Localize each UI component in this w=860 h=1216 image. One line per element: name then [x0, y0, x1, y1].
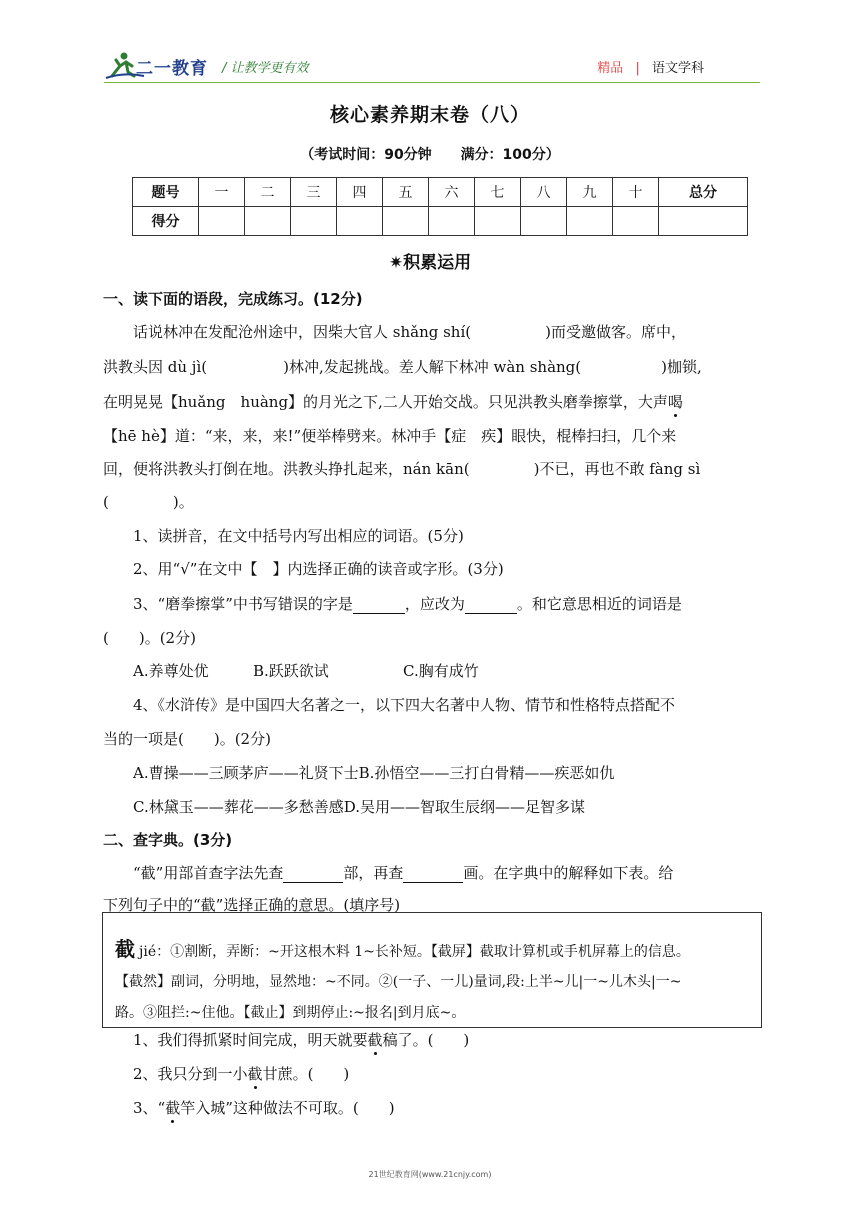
options-row: [133, 763, 793, 783]
page-header: [104, 50, 764, 82]
text: )林冲,发起挑战。差人解下林冲 wàn shàng(: [283, 358, 582, 376]
exam-time: （考试时间：90分钟: [300, 147, 432, 163]
logo-text: 二一教育: [136, 59, 208, 79]
passage-line: [103, 459, 763, 479]
question-1-heading: 一、读下面的语段，完成练习。(12分): [103, 290, 363, 308]
text: 画。在字典中的解释如下表。给: [463, 864, 674, 882]
option[interactable]: B.孙悟空——三打白骨精——疾恶如仇: [358, 764, 615, 782]
table-cell: 七: [475, 178, 521, 207]
dict-item: [133, 1064, 793, 1084]
text: )枷锁,: [661, 358, 702, 376]
option[interactable]: D.吴用——智取生辰纲——足智多谋: [343, 798, 585, 816]
score-input-cell[interactable]: [291, 207, 337, 236]
text: (: [103, 493, 109, 511]
text: ，应改为: [404, 595, 465, 613]
option[interactable]: A.养尊处优: [133, 662, 209, 680]
answer-blank[interactable]: [353, 598, 405, 614]
text: 。和它意思相近的词语是: [516, 595, 682, 613]
option[interactable]: A.曹操——三顾茅庐——礼贤下士: [133, 764, 359, 782]
text: 话说林冲在发配沧州途中，因柴大官人 shǎng shí(: [133, 323, 472, 341]
text: 1、我们得抓紧时间完成，明天就要: [133, 1031, 368, 1049]
passage-line: [103, 357, 763, 377]
answer-blank[interactable]: [283, 867, 343, 883]
table-cell: 二: [245, 178, 291, 207]
text: 稿了。( ): [382, 1031, 470, 1049]
passage-line: 下列句子中的“截”选择正确的意思。(填序号): [103, 896, 401, 914]
subject-label: 语文学科: [651, 61, 704, 76]
answer-blank[interactable]: [403, 867, 463, 883]
quality-tag: 精品: [597, 61, 624, 76]
score-input-cell[interactable]: [199, 207, 245, 236]
text: 回，便将洪教头打倒在地。洪教头挣扎起来，nán kān(: [103, 460, 470, 478]
dict-line: 路。③阻拦:~住他。【截止】到期停止:~报名|到月底~。: [115, 1005, 466, 1021]
table-cell: 六: [429, 178, 475, 207]
text: 3、“: [133, 1099, 166, 1117]
sub-question: 4、《水浒传》是中国四大名著之一，以下四大名著中人物、情节和性格特点搭配不: [133, 696, 676, 714]
sub-question: [133, 594, 793, 614]
dotted-char: 截: [247, 1065, 263, 1083]
option[interactable]: C.林黛玉——葬花——多愁善感: [133, 798, 344, 816]
table-cell: 四: [337, 178, 383, 207]
options-row: [133, 661, 793, 681]
option[interactable]: C.胸有成竹: [403, 662, 479, 680]
score-input-cell[interactable]: [567, 207, 613, 236]
page-title: 核心素养期末卷（八）: [329, 104, 530, 126]
dotted-char: 喝: [667, 393, 683, 411]
text: )。: [172, 493, 194, 511]
sub-question: 当的一项是( )。(2分): [103, 730, 271, 748]
passage-line: [133, 322, 793, 342]
score-input-cell[interactable]: [521, 207, 567, 236]
table-cell: 题号: [133, 178, 199, 207]
text: 【hē hè】道：“来，来，来!”便举棒劈来。林冲手【症 疾】眼快，棍棒扫扫，几个来: [103, 427, 677, 445]
passage-line: [103, 492, 763, 512]
text: “截”用部首查字法先查: [133, 864, 284, 882]
answer-blank[interactable]: [465, 598, 517, 614]
table-row: [133, 178, 748, 207]
sub-question: 1、读拼音，在文中括号内写出相应的词语。(5分): [133, 527, 464, 545]
table-cell: 十: [613, 178, 659, 207]
table-row: [133, 207, 748, 236]
table-cell: 五: [383, 178, 429, 207]
header-right: [597, 57, 704, 76]
score-input-cell[interactable]: [429, 207, 475, 236]
dotted-char: 截: [367, 1031, 383, 1049]
table-cell: 总分: [659, 178, 748, 207]
score-input-cell[interactable]: [245, 207, 291, 236]
exam-info: [0, 144, 860, 164]
text: 2、我只分到一小: [133, 1065, 248, 1083]
text: 3、“磨拳擦掌”中书写错误的字是: [133, 595, 353, 613]
text: jié：①割断，弄断：~开这根木料 1~长补短。【截屏】截取计算机或手机屏幕上的信息。: [139, 944, 690, 960]
dict-line: 【截然】副词，分明地，显然地：~不同。②(一子、一儿)量词,段:上半~儿|一~儿木头|一~: [115, 974, 682, 990]
text: 竿入城”这种做法不可取。( ): [180, 1099, 395, 1117]
passage-line: [133, 863, 793, 883]
score-input-cell[interactable]: [383, 207, 429, 236]
text: 在明晃晃【huǎng huàng】的月光之下,二人开始交战。只见洪教头磨拳擦掌，大声: [103, 393, 668, 411]
score-input-cell[interactable]: [475, 207, 521, 236]
score-input-cell[interactable]: [613, 207, 659, 236]
page-footer: 21世纪教育网(www.21cnjy.com): [368, 1170, 492, 1179]
text: 洪教头因 dù jì(: [103, 358, 208, 376]
option[interactable]: B.跃跃欲试: [253, 662, 329, 680]
dict-item: [133, 1098, 793, 1118]
text: )不已，再也不敢 fàng sì: [533, 460, 701, 478]
text: )而受邀做客。席中，: [545, 323, 686, 341]
score-table: [132, 177, 748, 236]
passage-line: [103, 426, 763, 446]
sub-question: ( )。(2分): [103, 629, 196, 647]
score-input-cell[interactable]: [337, 207, 383, 236]
dotted-char: 截: [165, 1099, 181, 1117]
section-title: ✷积累运用: [388, 253, 472, 273]
dict-line: [115, 933, 690, 962]
table-cell: 九: [567, 178, 613, 207]
header-divider: [104, 82, 760, 83]
text: 甘蔗。( ): [262, 1065, 350, 1083]
table-cell: 三: [291, 178, 337, 207]
dictionary-entry-box: [102, 912, 762, 1028]
passage-line: [103, 392, 763, 412]
slogan: / 让教学更有效: [222, 61, 309, 76]
score-input-cell[interactable]: [659, 207, 748, 236]
exam-full-score: 满分：100分）: [460, 147, 560, 163]
question-2-heading: 二、查字典。(3分): [103, 831, 233, 849]
sub-question: 2、用“√”在文中【 】内选择正确的读音或字形。(3分): [133, 560, 504, 578]
table-cell: 得分: [133, 207, 199, 236]
table-cell: 八: [521, 178, 567, 207]
options-row: [133, 797, 793, 817]
dict-headword: 截: [115, 937, 135, 961]
header-separator: |: [635, 61, 640, 76]
dict-item: [133, 1030, 793, 1050]
text: 部，再查: [343, 864, 404, 882]
table-cell: 一: [199, 178, 245, 207]
